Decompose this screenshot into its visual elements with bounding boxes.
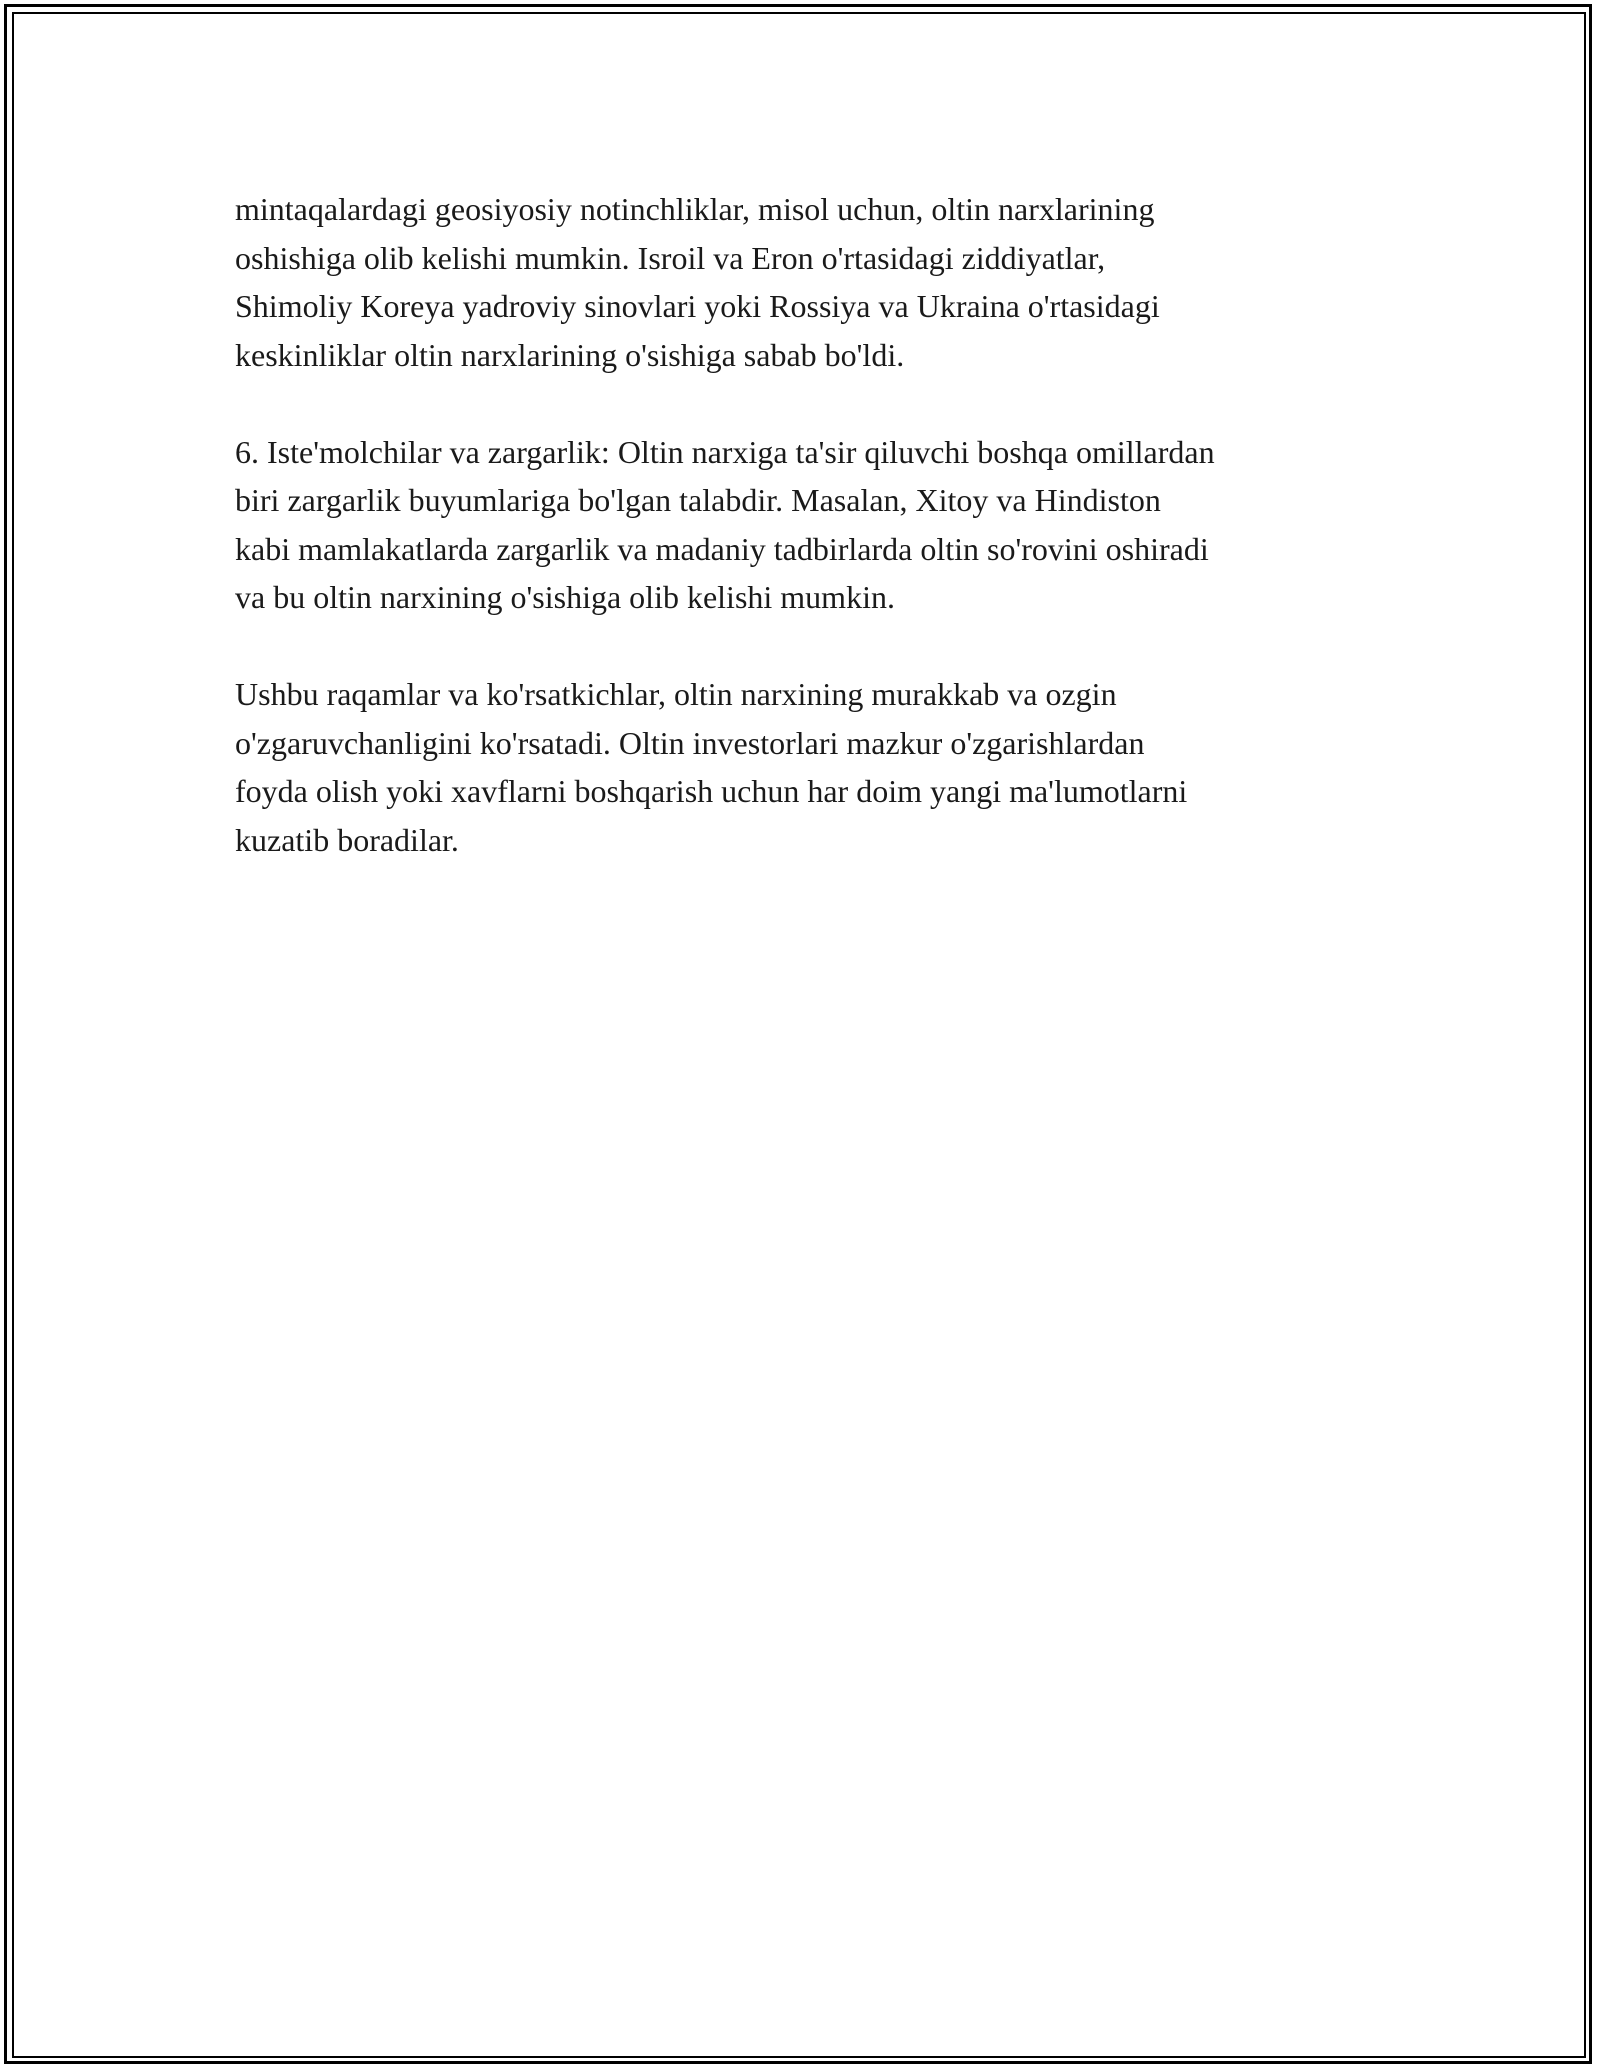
text-line: keskinliklar oltin narxlarining o'sishiga sabab bo'ldi. bbox=[235, 336, 905, 373]
text-line: va bu oltin narxining o'sishiga olib kelishi mumkin. bbox=[235, 579, 895, 615]
text-line: kuzatib boradilar. bbox=[235, 821, 459, 858]
text-line: o'zgaruvchanligini ko'rsatadi. Oltin investorlari mazkur o'zgarishlardan bbox=[235, 724, 1145, 761]
text-line: Ushbu raqamlar va ko'rsatkichlar, oltin narxining murakkab va ozgin bbox=[235, 676, 1117, 712]
text-line: Shimoliy Koreya yadroviy sinovlari yoki Rossiya va Ukraina o'rtasidagi bbox=[235, 288, 1160, 324]
paragraph-consumers-jewelry bbox=[235, 428, 1375, 622]
paragraph-conclusion bbox=[235, 670, 1375, 864]
text-line: 6. Iste'molchilar va zargarlik: Oltin narxiga ta'sir qiluvchi boshqa omillardan bbox=[235, 433, 1215, 470]
document-body bbox=[235, 185, 1375, 913]
text-line: kabi mamlakatlarda zargarlik va madaniy tadbirlarda oltin so'rovini oshiradi bbox=[235, 530, 1209, 567]
text-line: oshishiga olib kelishi mumkin. Isroil va Eron o'rtasidagi ziddiyatlar, bbox=[235, 239, 1106, 276]
paragraph-geopolitics bbox=[235, 185, 1375, 379]
text-line: mintaqalardagi geosiyosiy notinchliklar, misol uchun, oltin narxlarining bbox=[235, 191, 1155, 227]
text-line: foyda olish yoki xavflarni boshqarish uchun har doim yangi ma'lumotlarni bbox=[235, 773, 1188, 809]
text-line: biri zargarlik buyumlariga bo'lgan talabdir. Masalan, Xitoy va Hindiston bbox=[235, 482, 1161, 518]
